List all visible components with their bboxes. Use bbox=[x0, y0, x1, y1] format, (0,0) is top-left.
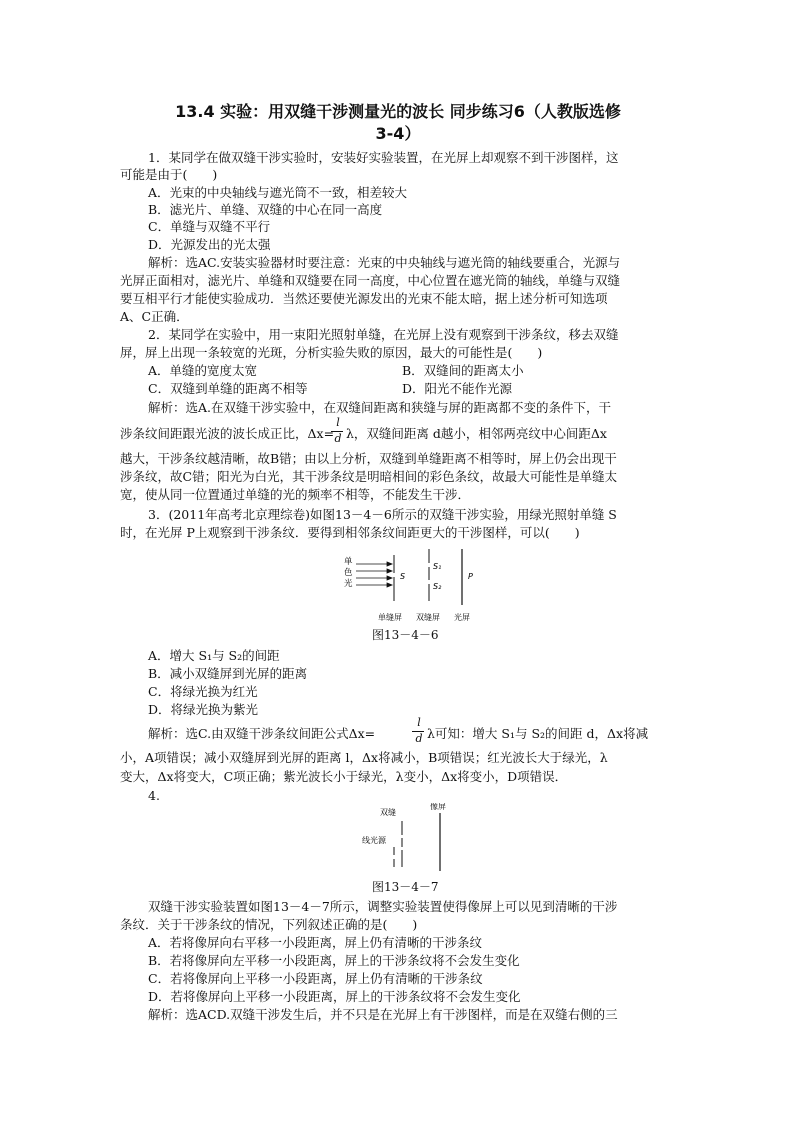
q2-text-cont: 屏，屏上出现一条较宽的光斑，分析实验失败的原因，最大的可能性是( ) bbox=[120, 345, 543, 360]
q3-option-a: A．增大 S₁与 S₂的间距 bbox=[148, 648, 280, 663]
q4-text: 双缝干涉实验装置如图13－4－7所示，调整实验装置使得像屏上可以见到清晰的干涉 bbox=[148, 899, 618, 914]
figure-13-4-6-caption: 图13－4－6 bbox=[372, 628, 439, 642]
q2-solution-cont: 涉条纹，故C错；阳光为白光，其干涉条纹是明暗相间的彩色条纹，故最大可能性是单缝太 bbox=[120, 469, 618, 484]
q3-option-b: B．减小双缝屏到光屏的距离 bbox=[148, 666, 308, 681]
q1-solution-cont: A、C正确． bbox=[120, 309, 189, 324]
light-screen-label: 光屏 bbox=[454, 613, 470, 622]
slit-s2-label: S₂ bbox=[433, 582, 442, 591]
q2-text: 2．某同学在实验中，用一束阳光照射单缝，在光屏上没有观察到干涉条纹，移去双缝 bbox=[148, 327, 619, 342]
figure-13-4-7-caption: 图13－4－7 bbox=[372, 880, 439, 894]
q4-option-b: B．若将像屏向左平移一小段距离，屏上的干涉条纹将不会发生变化 bbox=[148, 953, 520, 968]
q1-solution: 解析：选AC.安装实验器材时要注意：光束的中央轴线与遮光筒的轴线要重合，光源与 bbox=[148, 255, 621, 270]
slit-s1-label: S₁ bbox=[433, 562, 442, 571]
slit-s-label: S bbox=[400, 572, 406, 581]
q1-text: 1．某同学在做双缝干涉实验时，安装好实验装置，在光屏上却观察不到干涉图样，这 bbox=[148, 150, 619, 165]
fraction-denominator: d bbox=[415, 732, 423, 745]
line-source-label: 线光源 bbox=[362, 836, 386, 845]
screen-p-label: P bbox=[468, 572, 473, 581]
figure-13-4-6 bbox=[342, 543, 482, 625]
q3-text: 3．(2011年高考北京理综卷)如图13－4－6所示的双缝干涉实验，用绿光照射单缝 S bbox=[148, 507, 617, 522]
image-screen-label: 像屏 bbox=[430, 803, 446, 811]
q3-solution-cont: 小，A项错误；减小双缝屏到光屏的距离 l，Δx将减小，B项错误；红光波长大于绿光，λ bbox=[120, 750, 608, 765]
q4-option-d: D．若将像屏向上平移一小段距离，屏上的干涉条纹将不会发生变化 bbox=[148, 989, 521, 1004]
q2-option-d: D．阳光不能作光源 bbox=[402, 381, 513, 396]
light-arrows bbox=[356, 562, 392, 587]
document-title-line1: 13.4 实验：用双缝干涉测量光的波长 同步练习6（人教版选修 bbox=[175, 102, 621, 121]
q2-solution-cont: 越大，干涉条纹越清晰，故B错；由以上分析，双缝到单缝距离不相等时，屏上仍会出现干 bbox=[120, 451, 617, 466]
q2-option-a: A．单缝的宽度太宽 bbox=[148, 363, 258, 378]
double-slit-screen-label: 双缝屏 bbox=[416, 613, 440, 622]
q4-option-c: C．若将像屏向上平移一小段距离，屏上仍有清晰的干涉条纹 bbox=[148, 971, 483, 986]
q4-option-a: A．若将像屏向右平移一小段距离，屏上仍有清晰的干涉条纹 bbox=[148, 935, 483, 950]
q1-text-cont: 可能是由于( ) bbox=[120, 167, 218, 182]
q2-solution-formula-tail: λ，双缝间距离 d越小，相邻两亮纹中心间距Δx bbox=[346, 426, 607, 441]
q4-solution: 解析：选ACD.双缝干涉发生后，并不只是在光屏上有干涉图样，而是在双缝右侧的三 bbox=[148, 1007, 618, 1022]
q3-option-c: C．将绿光换为红光 bbox=[148, 684, 258, 699]
q2-option-b: B．双缝间的距离太小 bbox=[402, 363, 524, 378]
figure-13-4-7 bbox=[360, 803, 460, 875]
q2-option-c: C．双缝到单缝的距离不相等 bbox=[148, 381, 308, 396]
q2-solution: 解析：选A.在双缝干涉实验中，在双缝间距离和狭缝与屏的距离都不变的条件下，干 bbox=[148, 400, 612, 415]
svg-text:色: 色 bbox=[344, 568, 353, 578]
double-slit-label: 双缝 bbox=[380, 808, 396, 817]
q3-solution-formula-tail: λ可知：增大 S₁与 S₂的间距 d，Δx将减 bbox=[427, 726, 649, 741]
q2-solution-formula-lead: 涉条纹间距跟光波的波长成正比，Δx= bbox=[120, 426, 335, 441]
q4-number: 4. bbox=[148, 788, 160, 803]
svg-text:单: 单 bbox=[344, 557, 353, 567]
fraction-numerator: l bbox=[336, 416, 340, 429]
light-label bbox=[344, 556, 353, 589]
fraction-denominator: d bbox=[334, 432, 342, 445]
svg-text:光: 光 bbox=[344, 579, 353, 589]
q4-text-cont: 条纹．关于干涉条纹的情况，下列叙述正确的是( ) bbox=[120, 917, 418, 932]
q1-option-c: C．单缝与双缝不平行 bbox=[148, 219, 271, 234]
q3-option-d: D．将绿光换为紫光 bbox=[148, 702, 259, 717]
q3-text-cont: 时，在光屏 P上观察到干涉条纹．要得到相邻条纹间距更大的干涉图样，可以( ) bbox=[120, 525, 580, 540]
document-title-line2: 3-4） bbox=[375, 124, 421, 143]
q2-solution-cont: 宽，使从同一位置通过单缝的光的频率不相等，不能发生干涉． bbox=[120, 487, 471, 502]
q1-option-d: D．光源发出的光太强 bbox=[148, 237, 271, 252]
q1-solution-cont: 光屏正面相对，滤光片、单缝和双缝要在同一高度，中心位置在遮光筒的轴线，单缝与双缝 bbox=[120, 273, 621, 288]
q3-solution-cont: 变大，Δx将变大，C项正确；紫光波长小于绿光，λ变小，Δx将变小，D项错误． bbox=[120, 769, 568, 784]
fraction-numerator: l bbox=[417, 716, 421, 729]
q1-solution-cont: 要互相平行才能使实验成功．当然还要使光源发出的光束不能太暗，据上述分析可知选项 bbox=[120, 291, 608, 306]
q1-option-b: B．滤光片、单缝、双缝的中心在同一高度 bbox=[148, 202, 383, 217]
q3-solution-formula-lead: 解析：选C.由双缝干涉条纹间距公式Δx= bbox=[148, 726, 376, 741]
single-slit-screen-label: 单缝屏 bbox=[378, 613, 402, 622]
q1-option-a: A．光束的中央轴线与遮光筒不一致，相差较大 bbox=[148, 185, 408, 200]
